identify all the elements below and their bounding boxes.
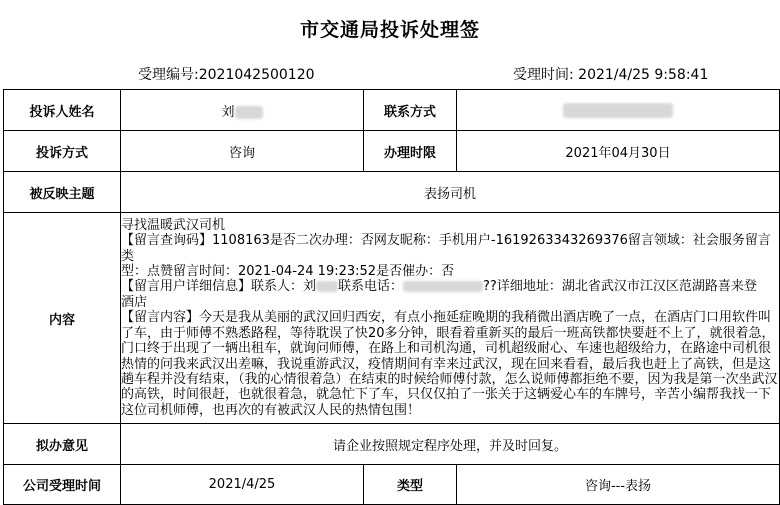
content-line <box>121 279 779 294</box>
contact-label: 联系方式 <box>364 90 457 131</box>
opinion-value: 请企业按照规定程序处理，并及时回复。 <box>121 424 780 465</box>
company-time-label: 公司受理时间 <box>4 465 121 505</box>
redaction-mark <box>563 103 673 118</box>
table-row <box>4 213 780 424</box>
table-row <box>4 424 780 465</box>
content-label: 内容 <box>4 213 121 424</box>
complainant-label: 投诉人姓名 <box>4 90 121 131</box>
subject-value: 表扬司机 <box>121 172 780 213</box>
complainant-name: 刘 <box>221 104 235 120</box>
content-line: 寻找温暖武汉司机 <box>121 217 226 233</box>
complainant-value <box>121 90 364 131</box>
content-line: 【留言查询码】1108163是否二次办理：否网友昵称：手机用户-1619263343269376留言领域：社会服务留言类 <box>121 233 771 264</box>
content-paragraph: 【留言内容】今天是我从美丽的武汉回归西安，有点小拖延症晚期的我稍微出酒店晚了一点，在酒店门口用软件叫了车，由于师傅不熟悉路程，等待耽误了快20多分钟，眼看着重新买的最后一班高铁都快要赶不上了，就很着急，门口终于出现了一辆出租车，就询问师傅，在路上和司机沟通，司机超级耐心、车速也超级给力，在路途中司机很热情的问我来武汉出差嘛，我说重游武汉，疫情期间有幸来过武汉，现在回来看看，最后我也赶上了高铁，但是这趟车程并没有结束，（我的心情很着急）在结束的时候给师傅付款，怎么说师傅都拒绝不要，因为我是第一次坐武汉的高铁，时间很赶，也就很着急，就急忙下了车，只仅仅拍了一张关于这辆爱心车的车牌号，辛苦小编帮我找一下这位司机师傅，也再次的有被武汉人民的热情包围！ <box>121 310 778 418</box>
method-label: 投诉方式 <box>4 131 121 172</box>
content-body <box>121 213 780 424</box>
contact-value <box>457 90 780 131</box>
redaction-mark <box>403 281 483 292</box>
opinion-label: 拟办意见 <box>4 424 121 465</box>
table-row <box>4 131 780 172</box>
contact-phone-label: 联系电话： <box>338 279 404 295</box>
subject-label: 被反映主题 <box>4 172 121 213</box>
form-table <box>3 89 780 505</box>
redaction-mark <box>235 106 263 119</box>
method-value: 咨询 <box>121 131 364 172</box>
type-value: 咨询---表扬 <box>457 465 780 505</box>
redaction-mark <box>316 281 338 292</box>
accept-number: 受理编号:2021042500120 <box>138 67 315 83</box>
type-label: 类型 <box>364 465 457 505</box>
deadline-label: 办理时限 <box>364 131 457 172</box>
accept-time: 受理时间: 2021/4/25 9:58:41 <box>513 67 709 83</box>
table-row <box>4 90 780 131</box>
table-row <box>4 465 780 505</box>
form-title: 市交通局投诉处理签 <box>299 18 480 41</box>
content-line: 型：点赞留言时间：2021-04-24 19:23:52是否催办：否 <box>121 264 455 280</box>
company-time-value: 2021/4/25 <box>121 465 364 505</box>
table-row <box>4 172 780 213</box>
deadline-value: 2021年04月30日 <box>457 131 780 172</box>
content-line: 酒店 <box>121 294 148 310</box>
contact-address: ??详细地址：湖北省武汉市江汉区范湖路喜来登 <box>483 279 757 295</box>
contact-person: 【留言用户详细信息】联系人：刘 <box>121 279 317 295</box>
